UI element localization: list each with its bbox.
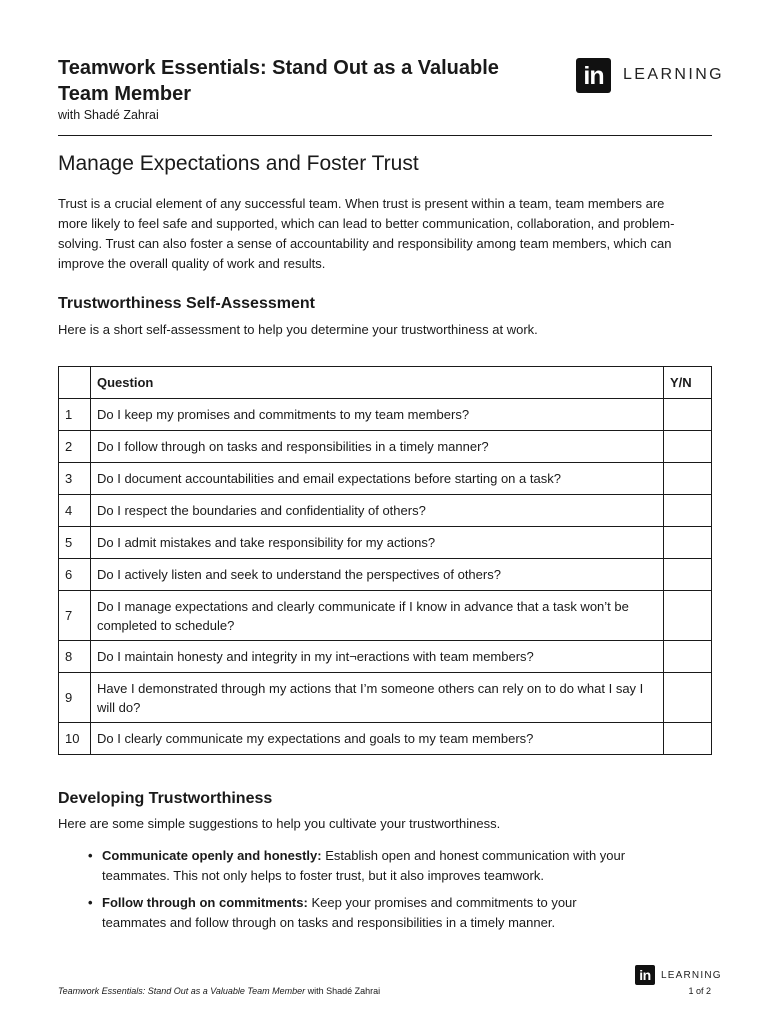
row-answer-cell[interactable] bbox=[664, 591, 712, 641]
row-question: Do I manage expectations and clearly communicate if I know in advance that a task won’t be completed to schedule? bbox=[91, 591, 664, 641]
row-answer-cell[interactable] bbox=[664, 431, 712, 463]
row-question: Do I actively listen and seek to understand the perspectives of others? bbox=[91, 559, 664, 591]
table-row bbox=[59, 591, 712, 641]
header-question: Question bbox=[91, 367, 664, 399]
row-number: 10 bbox=[59, 723, 91, 755]
table-row bbox=[59, 431, 712, 463]
row-question: Do I clearly communicate my expectations and goals to my team members? bbox=[91, 723, 664, 755]
row-question: Do I respect the boundaries and confidentiality of others? bbox=[91, 495, 664, 527]
row-question: Do I keep my promises and commitments to my team members? bbox=[91, 399, 664, 431]
row-number: 3 bbox=[59, 463, 91, 495]
suggestion-text: Keep your promises and commitments to your teammates and follow through on tasks and responsibilities in a timely manner. bbox=[102, 895, 577, 930]
row-number: 6 bbox=[59, 559, 91, 591]
table-row bbox=[59, 495, 712, 527]
list-item bbox=[88, 846, 628, 885]
section-title: Manage Expectations and Foster Trust bbox=[58, 152, 419, 175]
footer-course-title: Teamwork Essentials: Stand Out as a Valuable Team Member bbox=[58, 986, 306, 996]
row-answer-cell[interactable] bbox=[664, 673, 712, 723]
header-number bbox=[59, 367, 91, 399]
row-answer-cell[interactable] bbox=[664, 399, 712, 431]
linkedin-in-icon bbox=[576, 58, 611, 93]
row-number: 9 bbox=[59, 673, 91, 723]
table-row bbox=[59, 527, 712, 559]
table-row bbox=[59, 673, 712, 723]
row-number: 1 bbox=[59, 399, 91, 431]
section-intro: Trust is a crucial element of any successful team. When trust is present within a team, team members are more likely to feel safe and supported, which can lead to better communication, collaboration, and problem-solving. Trust can also foster a sense of accountability and responsibility among team members, which can improve the overall quality of work and results. bbox=[58, 196, 675, 271]
header-divider bbox=[58, 135, 712, 136]
row-answer-cell[interactable] bbox=[664, 495, 712, 527]
row-answer-cell[interactable] bbox=[664, 723, 712, 755]
logo-in-text: in bbox=[583, 61, 604, 90]
course-title: Teamwork Essentials: Stand Out as a Valuable Team Member bbox=[58, 57, 499, 105]
logo-in-text: in bbox=[639, 967, 651, 983]
footer-logo bbox=[635, 965, 722, 985]
linkedin-in-icon bbox=[635, 965, 655, 985]
row-number: 5 bbox=[59, 527, 91, 559]
row-number: 7 bbox=[59, 591, 91, 641]
developing-intro: Here are some simple suggestions to help you cultivate your trustworthiness. bbox=[58, 816, 501, 831]
footer-author: with Shadé Zahrai bbox=[305, 986, 381, 996]
table-row bbox=[59, 399, 712, 431]
row-answer-cell[interactable] bbox=[664, 641, 712, 673]
row-question: Do I admit mistakes and take responsibility for my actions? bbox=[91, 527, 664, 559]
developing-heading: Developing Trustworthiness bbox=[58, 790, 273, 807]
suggestion-list bbox=[88, 846, 628, 940]
assessment-heading: Trustworthiness Self-Assessment bbox=[58, 295, 315, 312]
self-assessment-table bbox=[58, 366, 712, 755]
header-yn: Y/N bbox=[664, 367, 712, 399]
row-number: 2 bbox=[59, 431, 91, 463]
table-row bbox=[59, 559, 712, 591]
table-row bbox=[59, 723, 712, 755]
row-number: 8 bbox=[59, 641, 91, 673]
row-number: 4 bbox=[59, 495, 91, 527]
suggestion-label: Follow through on commitments: bbox=[102, 895, 308, 910]
row-question: Do I maintain honesty and integrity in my int¬eractions with team members? bbox=[91, 641, 664, 673]
row-answer-cell[interactable] bbox=[664, 527, 712, 559]
page-number: 1 of 2 bbox=[688, 986, 711, 996]
course-author: with Shadé Zahrai bbox=[58, 108, 159, 122]
row-answer-cell[interactable] bbox=[664, 559, 712, 591]
list-item bbox=[88, 893, 628, 932]
suggestion-text: Establish open and honest communication with your teammates. This not only helps to foster trust, but it also improves teamwork. bbox=[102, 848, 626, 883]
footer-brand-word: LEARNING bbox=[661, 969, 722, 981]
assessment-intro: Here is a short self-assessment to help you determine your trustworthiness at work. bbox=[58, 322, 538, 337]
row-question: Have I demonstrated through my actions that I’m someone others can rely on to do what I say I will do? bbox=[91, 673, 664, 723]
row-answer-cell[interactable] bbox=[664, 463, 712, 495]
brand-word: LEARNING bbox=[623, 66, 724, 83]
suggestion-label: Communicate openly and honestly: bbox=[102, 848, 322, 863]
footer-citation bbox=[58, 986, 380, 996]
table-row bbox=[59, 641, 712, 673]
table-header-row bbox=[59, 367, 712, 399]
table-row bbox=[59, 463, 712, 495]
row-question: Do I follow through on tasks and responsibilities in a timely manner? bbox=[91, 431, 664, 463]
row-question: Do I document accountabilities and email expectations before starting on a task? bbox=[91, 463, 664, 495]
linkedin-learning-logo bbox=[576, 57, 724, 93]
